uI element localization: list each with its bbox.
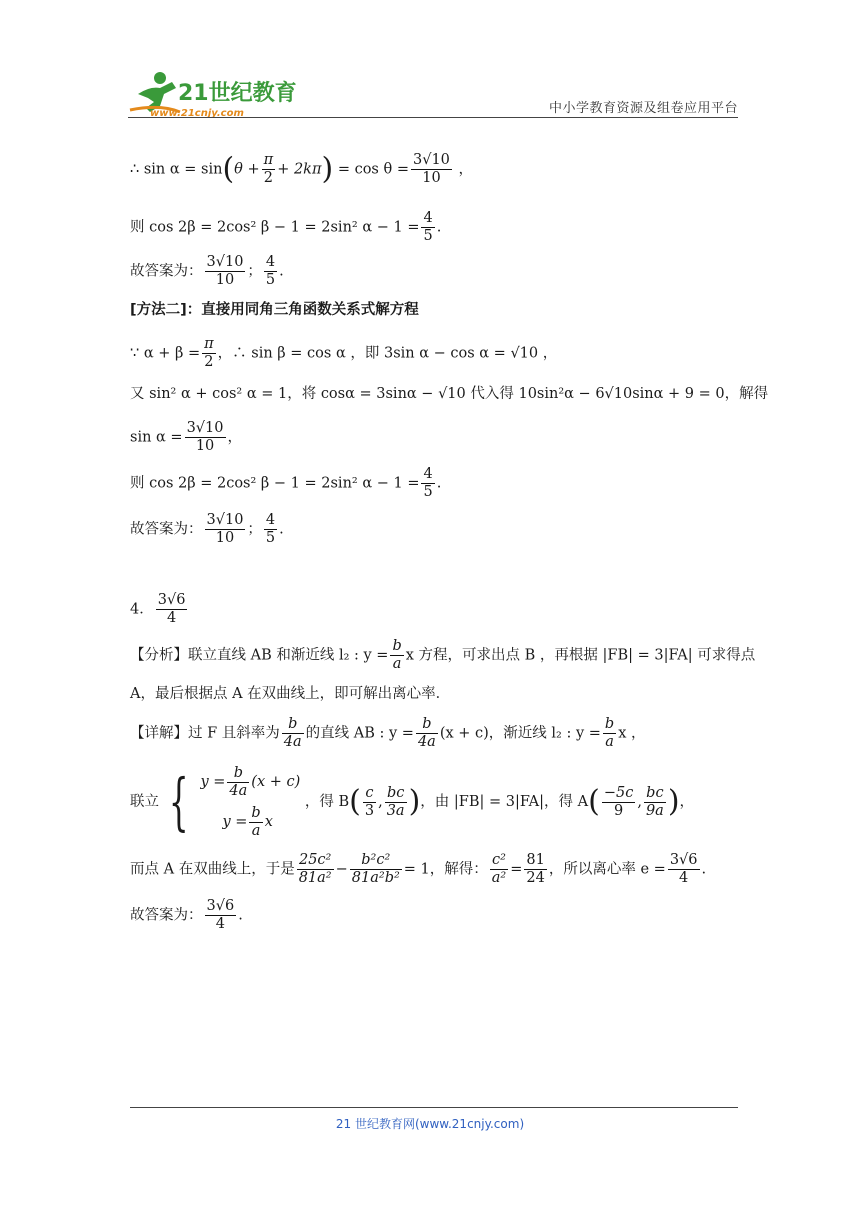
footer-link[interactable]: 21 世纪教育网(www.21cnjy.com)	[335, 1117, 525, 1131]
solution-line-2: 则 cos 2β = 2cos² β − 1 = 2sin² α − 1 = $\frac{4}{5}$ .	[130, 210, 442, 244]
answer-line-2: 故答案为： $\frac{3√10}{10}$ ； $\frac{4}{5}$ .	[130, 512, 284, 546]
method-2-heading: [方法二]：直接用同角三角函数关系式解方程	[130, 302, 419, 318]
detail-line-1: 【详解】过 F 且斜率为 $\frac{b}{4a}$ 的直线 AB : y = $\frac{b}{4a}$ (x + c)，渐近线 l₂ : y = $\frac{b}{a}$ x ，	[130, 716, 646, 750]
header-divider	[128, 117, 738, 118]
solution-line-1: ∴ sin α = sin(θ + $\frac{\pi}{2}$ + 2kπ) = cos θ = $\frac{3√10}{10}$ ，	[130, 151, 474, 187]
analysis-line-1: 【分析】联立直线 AB 和渐近线 l₂ : y = $\frac{b}{a}$ x 方程，可求出点 B ，再根据 |FB| = 3|FA| 可求得点	[130, 638, 756, 672]
method-2-line-3: sin α = $\frac{3√10}{10}$ ，	[130, 420, 242, 454]
method-2-line-1: ∵ α + β = $\frac{\pi}{2}$ ，∴ sin β = cos α ，即 3sin α − cos α = √10 ，	[130, 336, 558, 370]
system-line: 联立 { y = $\frac{b}{4a}$ (x + c) y = $\frac{b}{a}$ x ，得 B( $\frac{c}{3}$ , $\frac{bc}{3a}$ )，由 |FB| = 3|FA|，得 A( $\frac{-5c}{9}$ , $\frac{bc}{9a}$ )，	[130, 762, 694, 842]
answer-line-1: 故答案为： $\frac{3√10}{10}$ ； $\frac{4}{5}$ .	[130, 254, 284, 288]
final-line: 而点 A 在双曲线上，于是 $\frac{\text{25c²}}{\text{81a²}}$ − $\frac{\text{b²c²}}{\text{81a²b²}}$ = 1，解得： $\frac{\text{c²}}{\text{a²}}$ = $\frac{81}{24}$ ，所以离心率 e = $\frac{3√6}{4}$ .	[130, 852, 707, 886]
answer-line-3: 故答案为： $\frac{3√6}{4}$ .	[130, 898, 243, 932]
analysis-line-2: A，最后根据点 A 在双曲线上，即可解出离心率．	[130, 686, 451, 702]
equation-system: y = $\frac{b}{4a}$ (x + c) y = $\frac{b}{a}$ x	[200, 764, 301, 839]
method-2-line-4: 则 cos 2β = 2cos² β − 1 = 2sin² α − 1 = $\frac{4}{5}$ .	[130, 466, 442, 500]
platform-name: 中小学教育资源及组卷应用平台	[548, 101, 738, 116]
question-4-answer: 4． $\frac{3√6}{4}$	[130, 592, 186, 626]
footer-divider	[130, 1107, 738, 1108]
method-2-line-2: 又 sin² α + cos² α = 1，将 cosα = 3sinα − √10 代入得 10sin²α − 6√10sinα + 9 = 0，解得	[130, 386, 769, 402]
site-logo	[120, 64, 300, 124]
logo-text: 21世纪教育	[178, 81, 297, 106]
runner-icon	[130, 72, 180, 112]
logo-url: www.21cnjy.com	[150, 108, 244, 119]
